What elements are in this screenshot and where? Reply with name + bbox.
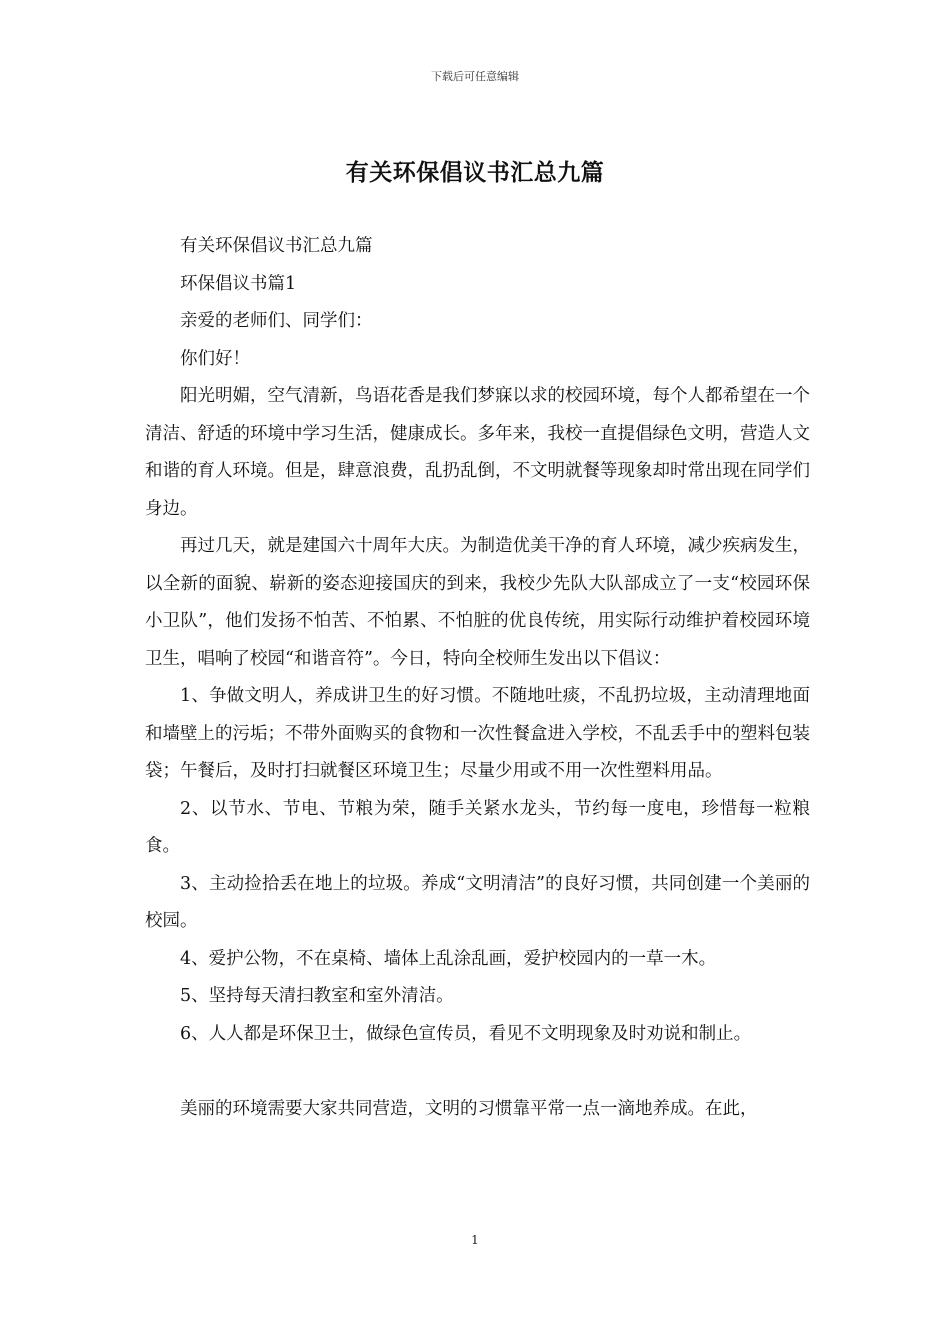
paragraph-background: 再过几天，就是建国六十周年大庆。为制造优美干净的育人环境，减少疾病发生，以全新的面貌、崭新的姿态迎接国庆的到来，我校少先队大队部成立了一支“校园环保小卫队”，他们发扬不怕苦、不怕累、不怕脏的优良传统，用实际行动维护着校园环境卫生，唱响了校园“和谐音符”。今日，特向全校师生发出以下倡议：: [145, 536, 810, 669]
paragraph-section-heading: 环保倡议书篇1: [180, 273, 297, 294]
paragraph-item-2: 2、以节水、节电、节粮为荣，随手关紧水龙头，节约每一度电，珍惜每一粒粮食。: [145, 798, 810, 856]
paragraph-item-4: 4、爱护公物，不在桌椅、墙体上乱涂乱画，爱护校园内的一草一木。: [180, 948, 717, 969]
paragraph-item-3: 3、主动捡拾丢在地上的垃圾。养成“文明清洁”的良好习惯，共同创建一个美丽的校园。: [145, 873, 810, 931]
paragraph-closing: 美丽的环境需要大家共同营造，文明的习惯靠平常一点一滴地养成。在此，: [180, 1098, 758, 1119]
paragraph-item-5: 5、坚持每天清扫教室和室外清洁。: [180, 986, 454, 1006]
document-body: [145, 228, 810, 1128]
paragraph-spacer: [145, 1053, 810, 1091]
paragraph-greeting: 你们好！: [180, 348, 250, 369]
paragraph-subtitle: 有关环保倡议书汇总九篇: [180, 236, 373, 256]
paragraph-salutation: 亲爱的老师们、同学们：: [180, 311, 373, 331]
document-title: 有关环保倡议书汇总九篇: [345, 160, 605, 186]
paragraph-intro: 阳光明媚，空气清新，鸟语花香是我们梦寐以求的校园环境，每个人都希望在一个清洁、舒适的环境中学习生活，健康成长。多年来，我校一直提倡绿色文明，营造人文和谐的育人环境。但是，肆意浪费，乱扔乱倒，不文明就餐等现象却时常出现在同学们身边。: [145, 386, 810, 519]
header-note: 下载后可任意编辑: [431, 70, 519, 83]
paragraph-item-6: 6、人人都是环保卫士，做绿色宣传员，看见不文明现象及时劝说和制止。: [180, 1023, 752, 1044]
paragraph-item-1: 1、争做文明人，养成讲卫生的好习惯。不随地吐痰，不乱扔垃圾，主动清理地面和墙壁上的污垢；不带外面购买的食物和一次性餐盒进入学校，不乱丢手中的塑料包装袋；午餐后，及时打扫就餐区环境卫生；尽量少用或不用一次性塑料用品。: [145, 686, 810, 781]
page-number: 1: [471, 1233, 479, 1247]
